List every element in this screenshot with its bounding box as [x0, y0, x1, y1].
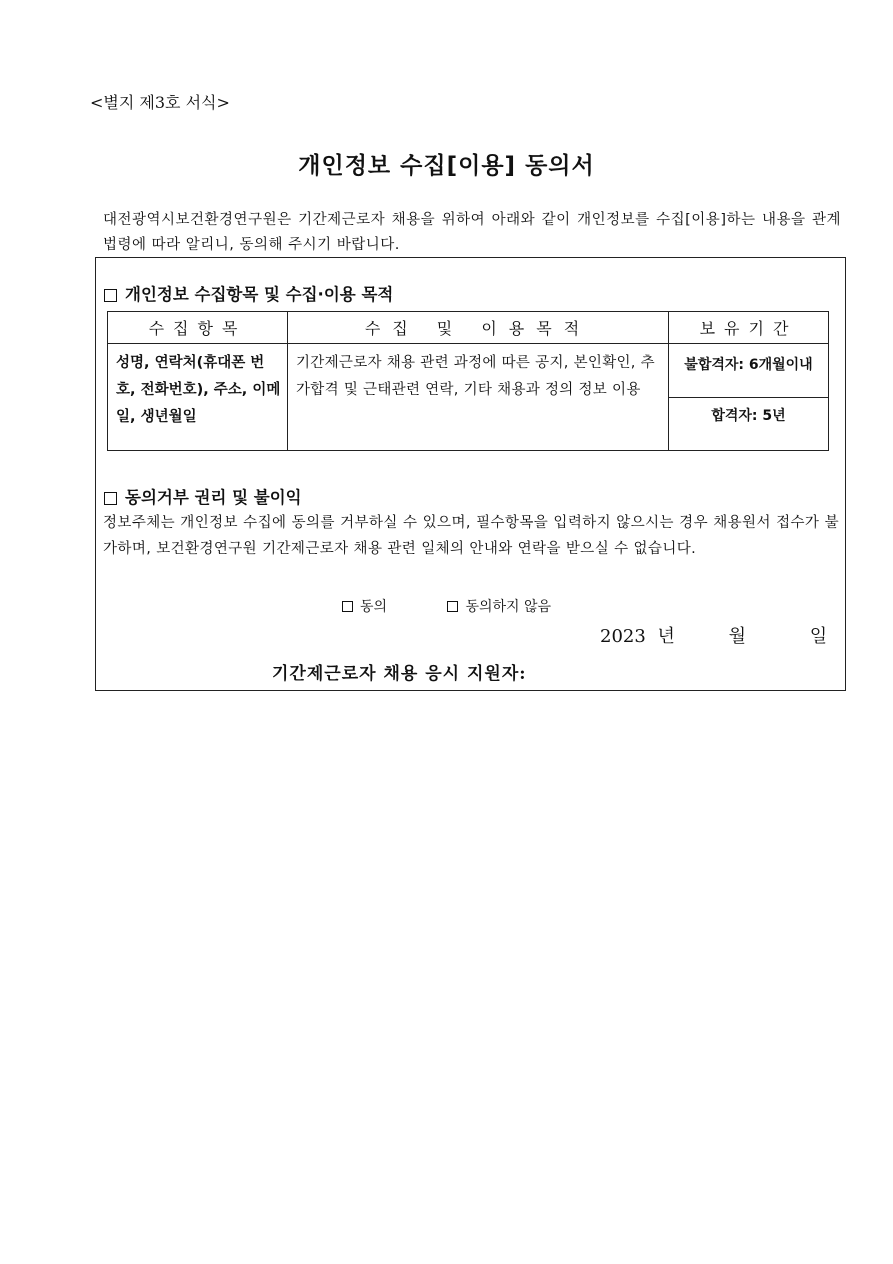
agree-option[interactable] [342, 596, 387, 616]
checkbox-icon [104, 492, 117, 505]
collection-table [107, 311, 829, 451]
section-collection-purpose-heading [104, 281, 393, 305]
cell-purpose: 기간제근로자 채용 관련 과정에 따른 공지, 본인확인, 추가합격 및 근태관련 연락, 기타 채용과 정의 정보 이용 [288, 344, 669, 451]
intro-paragraph: 대전광역시보건환경연구원은 기간제근로자 채용을 위하여 아래와 같이 개인정보를 수집[이용]하는 내용을 관계법령에 따라 알리니, 동의해 주시기 바랍니다. [103, 212, 841, 253]
section2-heading-text: 동의거부 권리 및 불이익 [125, 488, 302, 507]
disagree-label: 동의하지 않음 [465, 599, 552, 615]
retention-rejected: 불합격자: 6개월이내 [669, 344, 828, 398]
signature-date [600, 622, 827, 648]
date-month-unit: 월 [728, 626, 747, 647]
disagree-option[interactable] [447, 596, 551, 616]
retention-accepted: 합격자: 5년 [711, 408, 786, 424]
applicant-signature-label: 기간제근로자 채용 응시 지원자: [272, 664, 527, 684]
refusal-rights-paragraph: 정보주체는 개인정보 수집에 동의를 거부하실 수 있으며, 필수항목을 입력하지 않으시는 경우 채용원서 접수가 불가하며, 보건환경연구원 기간제근로자 채용 관련 일체의 안내와 연락을 받으실 수 없습니다. [103, 515, 839, 557]
date-year: 2023 [600, 626, 646, 647]
section1-heading-text: 개인정보 수집항목 및 수집·이용 목적 [125, 285, 394, 304]
header-retention: 보유기간 [669, 312, 829, 344]
table-header-row [108, 312, 829, 344]
consent-choices [0, 596, 893, 616]
agree-checkbox[interactable] [342, 601, 353, 612]
disagree-checkbox[interactable] [447, 601, 458, 612]
form-number-label: <별지 제3호 서식> [90, 93, 230, 112]
date-day-unit: 일 [809, 626, 828, 647]
checkbox-icon [104, 289, 117, 302]
cell-items: 성명, 연락처(휴대폰 번호, 전화번호), 주소, 이메일, 생년월일 [108, 344, 288, 451]
header-purpose: 수집 및 이용목적 [288, 312, 669, 344]
section-refusal-rights-heading [104, 484, 302, 508]
date-year-unit: 년 [657, 626, 675, 647]
agree-label: 동의 [359, 599, 387, 615]
header-items: 수집항목 [108, 312, 288, 344]
cell-retention [669, 344, 829, 451]
document-title: 개인정보 수집[이용] 동의서 [298, 153, 595, 179]
table-row [108, 344, 829, 451]
